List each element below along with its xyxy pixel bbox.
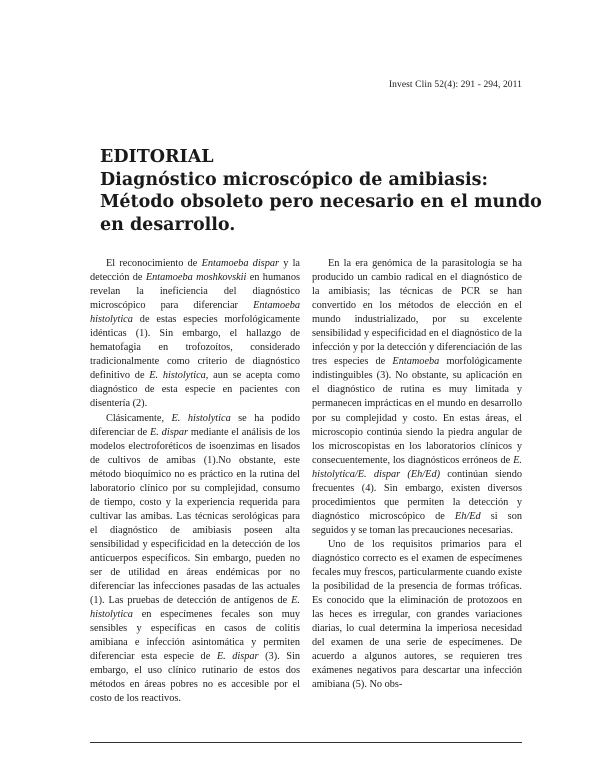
body-paragraph: Clásicamente, E. histolytica se ha podido diferenciar de E. dispar mediante el análisis de los modelos electroforéticos de isoenzimas en lisados de cultivos de amibas (1).No obstante, este método bioquímico no es práctico en la rutina del laboratorio clínico por su complejidad, consumo de tiempo, costo y la experiencia requerida para cultivar las amibas. Las técnicas serológicas para el diagnóstico de amibiasis poseen alta sensibilidad y especificidad en la detección de los anticuerpos específicos. Sin embargo, pueden no ser de utilidad en áreas endémicas por no diferenciar las infecciones pasadas de las actuales (1). Las pruebas de detección de antígenos de E. histolytica en especímenes fecales son muy sensibles y específicas en casos de colitis amibiana e infección asintomática y permiten diferenciar esta especie de E. dispar (3). Sin embargo, el uso clínico rutinario de estos dos métodos en áreas pobres no es accesible por el costo de los reactivos.: [90, 412, 300, 705]
article-header: [100, 146, 542, 236]
title-line: Método obsoleto pero necesario en el mundo: [100, 192, 542, 213]
body-paragraph: En la era genómica de la parasitología se ha producido un cambio radical en el diagnóstico de la amibiasis; las técnicas de PCR se han convertido en los métodos de elección en el mundo industrializado, por su excelente sensibilidad y especificidad en el diagnóstico de la infección y por la detección y diferenciación de las tres especies de Entamoeba morfológicamente indistinguibles (3). No obstante, su aplicación en el diagnóstico de rutina es muy limitada y permanecen imprácticas en el mundo en desarrollo por su complejidad y costo. En estas áreas, el microscopio continúa siendo la piedra angular de los microscopistas en los laboratorios clínicos y consecuentemente, los diagnósticos erróneos de E. histolytica/E. dispar (Eh/Ed) continúan siendo frecuentes (4). Sin embargo, existen diversos procedimientos que permiten la detección y diagnóstico microscópico de Eh/Ed si son seguidos y se toman las precauciones necesarias.: [312, 258, 522, 536]
right-column: [312, 257, 522, 692]
title-line: Diagnóstico microscópico de amibiasis:: [100, 169, 488, 190]
title-line: en desarrollo.: [100, 214, 236, 235]
footer-rule: [90, 742, 522, 743]
body-paragraph: Uno de los requisitos primarios para el diagnóstico correcto es el examen de especímenes fecales muy frescos, particularmente cuando existe la posibilidad de la presencia de formas tróficas. Es conocido que la eliminación de protozoos en las heces es irregular, con grandes variaciones diarias, lo cual determina la imperiosa necesidad del examen de una serie de especímenes. De acuerdo a algunos autores, se requieren tres exámenes negativos para descartar una infección amibiana (5). No obs-: [312, 538, 522, 691]
section-label: EDITORIAL: [100, 147, 214, 167]
body-paragraph: El reconocimiento de Entamoeba dispar y la detección de Entamoeba moshkovskii en humanos revelan la ineficiencia del diagnóstico microscópico para diferenciar Entamoeba histolytica de estas especies morfológicamente idénticas (1). Sin embargo, el hallazgo de hematofagia en trofozoítos, considerado tradicionalmente como criterio de diagnóstico definitivo de E. histolytica, aun se acepta como diagnóstico de esta especie en pacientes con disentería (2).: [90, 258, 301, 410]
left-column: [90, 257, 300, 707]
journal-citation: Invest Clin 52(4): 291 - 294, 2011: [388, 80, 522, 90]
